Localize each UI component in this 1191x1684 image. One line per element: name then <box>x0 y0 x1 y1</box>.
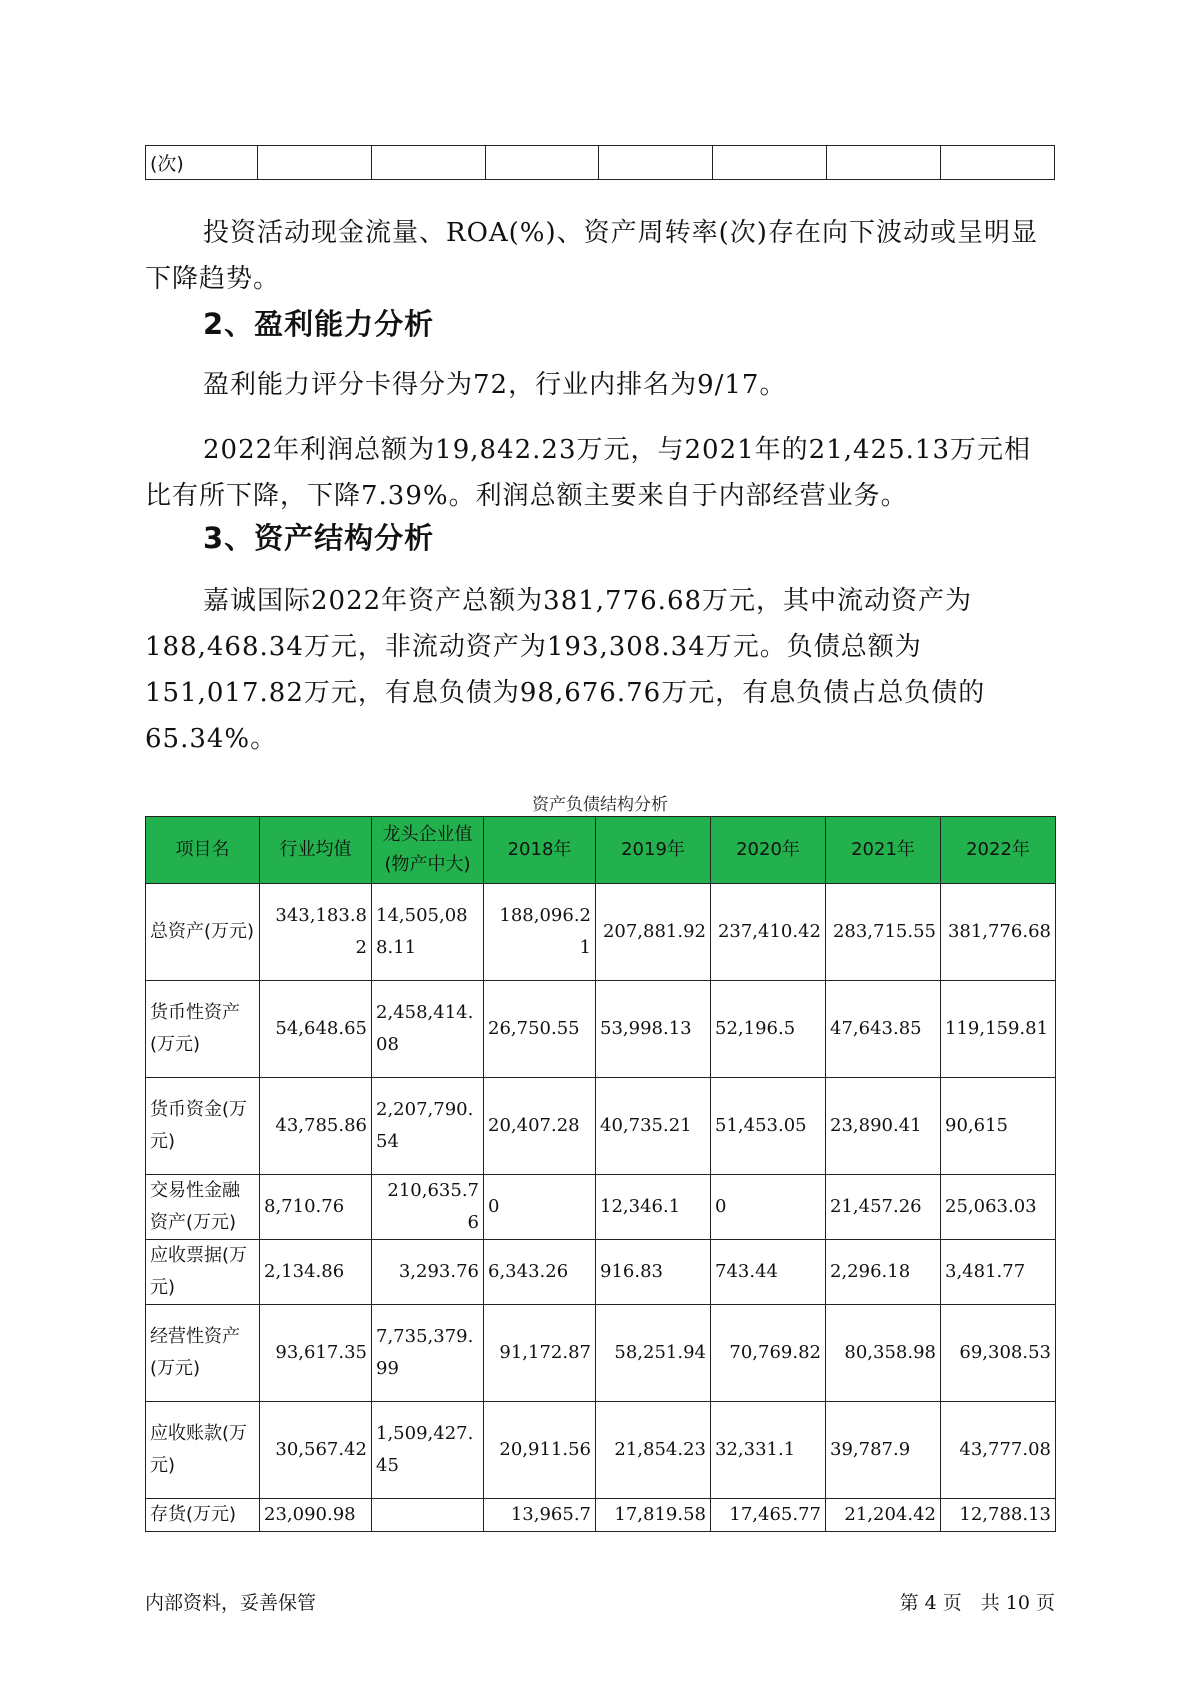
table-cell: 30,567.42 <box>260 1402 372 1499</box>
table-cell: 25,063.03 <box>941 1175 1056 1240</box>
continued-table <box>145 145 1055 180</box>
table-cell: 2,296.18 <box>826 1240 941 1305</box>
paragraph-trend <box>145 210 1055 302</box>
table-cell: 21,457.26 <box>826 1175 941 1240</box>
table-cell: 70,769.82 <box>711 1305 826 1402</box>
table-cell <box>599 146 713 180</box>
table-cell: 14,505,088.11 <box>372 884 484 981</box>
column-header: 龙头企业值(物产中大) <box>372 817 484 884</box>
row-name: 交易性金融资产(万元) <box>146 1175 260 1240</box>
table-cell <box>485 146 599 180</box>
table-cell <box>257 146 371 180</box>
table-cell: 53,998.13 <box>596 981 711 1078</box>
column-header: 行业均值 <box>260 817 372 884</box>
table-cell: 6,343.26 <box>484 1240 596 1305</box>
table-cell: 207,881.92 <box>596 884 711 981</box>
table-cell: 8,710.76 <box>260 1175 372 1240</box>
table-row <box>146 1240 1056 1305</box>
table-cell: 381,776.68 <box>941 884 1056 981</box>
table-cell: 17,465.77 <box>711 1499 826 1532</box>
column-header: 2019年 <box>596 817 711 884</box>
asset-structure-table <box>145 816 1056 1532</box>
table-cell: 916.83 <box>596 1240 711 1305</box>
table-cell: 0 <box>711 1175 826 1240</box>
row-name: 经营性资产(万元) <box>146 1305 260 1402</box>
table-cell: 188,096.21 <box>484 884 596 981</box>
table-caption: 资产负债结构分析 <box>532 795 668 815</box>
table-cell: 283,715.55 <box>826 884 941 981</box>
table-header-row <box>146 817 1056 884</box>
paragraph-score <box>145 362 1055 408</box>
table-cell: 43,785.86 <box>260 1078 372 1175</box>
table-cell: 743.44 <box>711 1240 826 1305</box>
section-heading-profitability: 2、盈利能力分析 <box>203 307 435 341</box>
table-cell: 23,090.98 <box>260 1499 372 1532</box>
row-name: 总资产(万元) <box>146 884 260 981</box>
table-row <box>146 1078 1056 1175</box>
column-header: 2021年 <box>826 817 941 884</box>
table-cell: (次) <box>146 146 258 180</box>
table-cell: 80,358.98 <box>826 1305 941 1402</box>
table-cell: 2,458,414.08 <box>372 981 484 1078</box>
table-cell: 21,204.42 <box>826 1499 941 1532</box>
table-row <box>146 1402 1056 1499</box>
row-name: 应收票据(万元) <box>146 1240 260 1305</box>
footer-page-number: 第 4 页 共 10 页 <box>899 1592 1055 1614</box>
paragraph-text: 投资活动现金流量、ROA(%)、资产周转率(次)存在向下波动或呈明显下降趋势。 <box>145 218 1038 294</box>
section-heading-asset-structure: 3、资产结构分析 <box>203 521 435 555</box>
table-cell <box>371 146 485 180</box>
row-name: 货币资金(万元) <box>146 1078 260 1175</box>
table-cell: 39,787.9 <box>826 1402 941 1499</box>
table-cell: 51,453.05 <box>711 1078 826 1175</box>
table-cell: 12,788.13 <box>941 1499 1056 1532</box>
table-cell: 13,965.7 <box>484 1499 596 1532</box>
table-cell: 343,183.82 <box>260 884 372 981</box>
table-cell: 54,648.65 <box>260 981 372 1078</box>
table-cell: 12,346.1 <box>596 1175 711 1240</box>
table-cell: 2,134.86 <box>260 1240 372 1305</box>
table-cell: 237,410.42 <box>711 884 826 981</box>
table-cell: 2,207,790.54 <box>372 1078 484 1175</box>
column-header: 2018年 <box>484 817 596 884</box>
row-name: 货币性资产(万元) <box>146 981 260 1078</box>
table-cell: 3,293.76 <box>372 1240 484 1305</box>
table-cell: 52,196.5 <box>711 981 826 1078</box>
table-cell: 20,407.28 <box>484 1078 596 1175</box>
paragraph-text: 盈利能力评分卡得分为72，行业内排名为9/17。 <box>203 370 787 400</box>
table-cell: 93,617.35 <box>260 1305 372 1402</box>
table-row <box>146 1499 1056 1532</box>
row-name: 应收账款(万元) <box>146 1402 260 1499</box>
paragraph-assets <box>145 578 1055 762</box>
table-cell <box>713 146 827 180</box>
table-cell: 7,735,379.99 <box>372 1305 484 1402</box>
table-cell: 17,819.58 <box>596 1499 711 1532</box>
table-cell: 119,159.81 <box>941 981 1056 1078</box>
column-header: 2020年 <box>711 817 826 884</box>
column-header: 2022年 <box>941 817 1056 884</box>
table-cell: 69,308.53 <box>941 1305 1056 1402</box>
table-cell: 58,251.94 <box>596 1305 711 1402</box>
paragraph-profit <box>145 427 1055 519</box>
table-row <box>146 1305 1056 1402</box>
paragraph-text: 2022年利润总额为19,842.23万元，与2021年的21,425.13万元相比有所下降，下降7.39%。利润总额主要来自于内部经营业务。 <box>145 435 1031 511</box>
table-cell: 21,854.23 <box>596 1402 711 1499</box>
table-cell: 0 <box>484 1175 596 1240</box>
table-cell: 23,890.41 <box>826 1078 941 1175</box>
table-cell: 210,635.76 <box>372 1175 484 1240</box>
table-row <box>146 1175 1056 1240</box>
table-cell <box>827 146 941 180</box>
table-cell: 26,750.55 <box>484 981 596 1078</box>
footer-confidential-note: 内部资料，妥善保管 <box>145 1592 317 1614</box>
row-name: 存货(万元) <box>146 1499 260 1532</box>
table-cell: 32,331.1 <box>711 1402 826 1499</box>
table-row <box>146 884 1056 981</box>
table-cell: 47,643.85 <box>826 981 941 1078</box>
table-row <box>146 981 1056 1078</box>
table-cell <box>941 146 1055 180</box>
table-cell: 90,615 <box>941 1078 1056 1175</box>
column-header: 项目名 <box>146 817 260 884</box>
table-cell: 1,509,427.45 <box>372 1402 484 1499</box>
table-cell: 3,481.77 <box>941 1240 1056 1305</box>
paragraph-text: 嘉诚国际2022年资产总额为381,776.68万元，其中流动资产为188,468.34万元，非流动资产为193,308.34万元。负债总额为151,017.82万元，有息负债为98,676.76万元，有息负债占总负债的65.34%。 <box>145 586 986 754</box>
table-cell: 43,777.08 <box>941 1402 1056 1499</box>
table-row <box>146 146 1055 180</box>
table-cell <box>372 1499 484 1532</box>
table-cell: 91,172.87 <box>484 1305 596 1402</box>
table-cell: 40,735.21 <box>596 1078 711 1175</box>
table-cell: 20,911.56 <box>484 1402 596 1499</box>
